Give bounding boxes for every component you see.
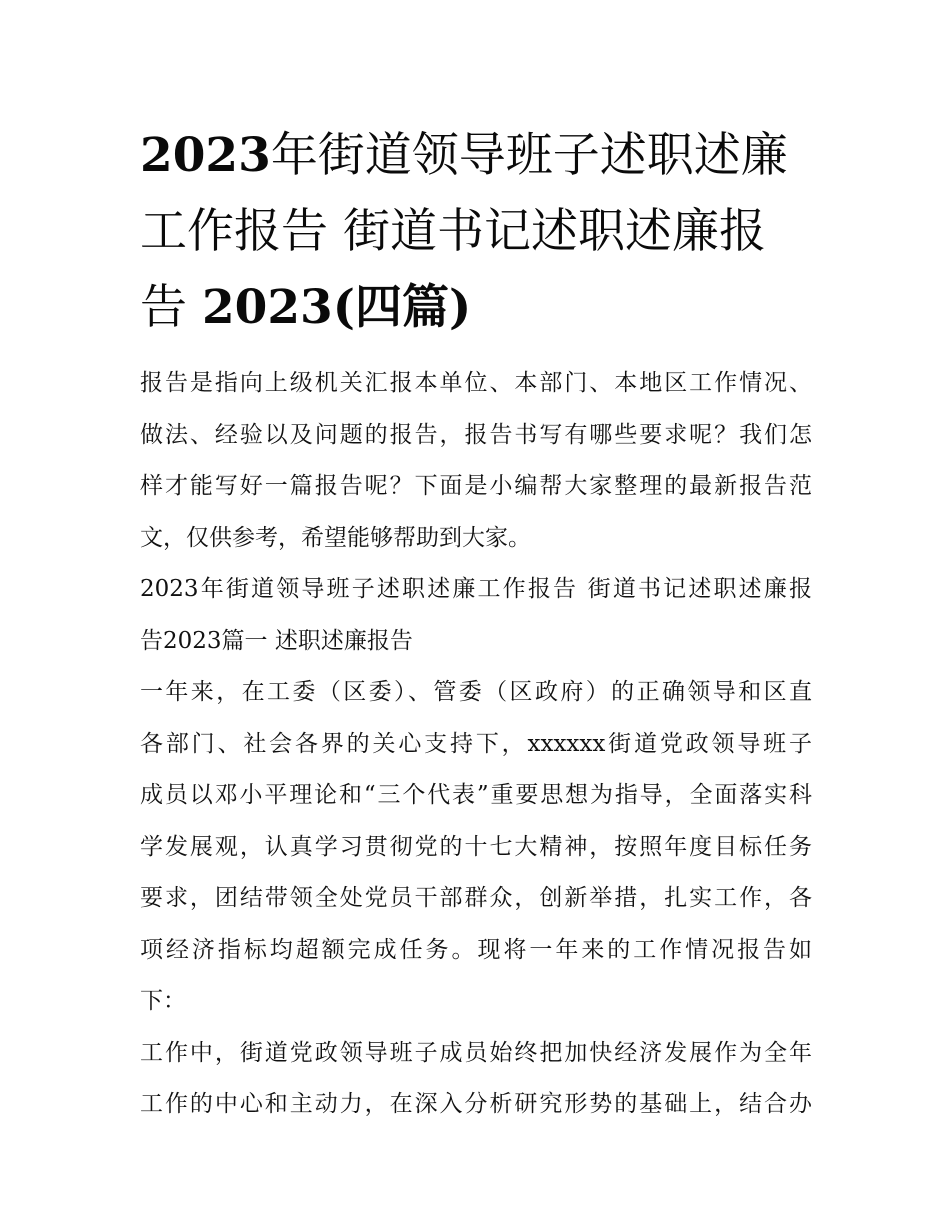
title-line-1 [140,118,812,194]
text-line: 2023年街道领导班子述职述廉工作报告 街道书记述职述廉报 [140,576,812,602]
document-content [140,118,812,1131]
text-line: 告2023篇一 述职述廉报告 [140,627,413,654]
document-title [140,118,812,346]
text-line: 做法、经验以及问题的报告，报告书写有哪些要求呢？我们怎 [140,421,812,448]
body-paragraph-2 [140,1028,812,1131]
text-line: 文，仅供参考，希望能够帮助到大家。 [140,524,531,551]
title-line-2 [140,194,812,270]
title-text: (四篇) [332,280,472,335]
body-paragraph-1 [140,667,812,1028]
title-text: 年街道领导班子述职述廉 [270,128,788,183]
text-line: 工作中，街道党政领导班子成员始终把加快经济发展作为全年 [140,1039,812,1066]
title-text: 工作报告 街道书记述职述廉报 [140,204,766,259]
text-line: 下： [140,988,186,1014]
title-year: 2023 [140,128,271,183]
text-line: 成员以邓小平理论和“三个代表”重要思想为指导，全面落实科 [140,782,812,808]
text-line: 工作的中心和主动力，在深入分析研究形势的基础上，结合办 [140,1091,812,1117]
text-line: 一年来，在工委（区委）、管委（区政府）的正确领导和区直 [140,679,812,705]
section-heading [140,564,812,667]
document-body [140,358,812,1131]
title-year: 2023 [201,280,333,335]
text-line: 项经济指标均超额完成任务。现将一年来的工作情况报告如 [140,936,812,963]
title-line-3 [140,270,812,346]
text-line: 样才能写好一篇报告呢？下面是小编帮大家整理的最新报告范 [140,473,812,499]
text-line: 报告是指向上级机关汇报本单位、本部门、本地区工作情况、 [140,370,812,396]
title-text: 告 [140,280,202,335]
text-line: 学发展观，认真学习贯彻党的十七大精神，按照年度目标任务 [140,833,812,860]
intro-paragraph [140,358,812,564]
text-line: 各部门、社会各界的关心支持下，xxxxxx街道党政领导班子 [140,730,812,757]
text-line: 要求，团结带领全处党员干部群众，创新举措，扎实工作，各 [140,885,812,911]
